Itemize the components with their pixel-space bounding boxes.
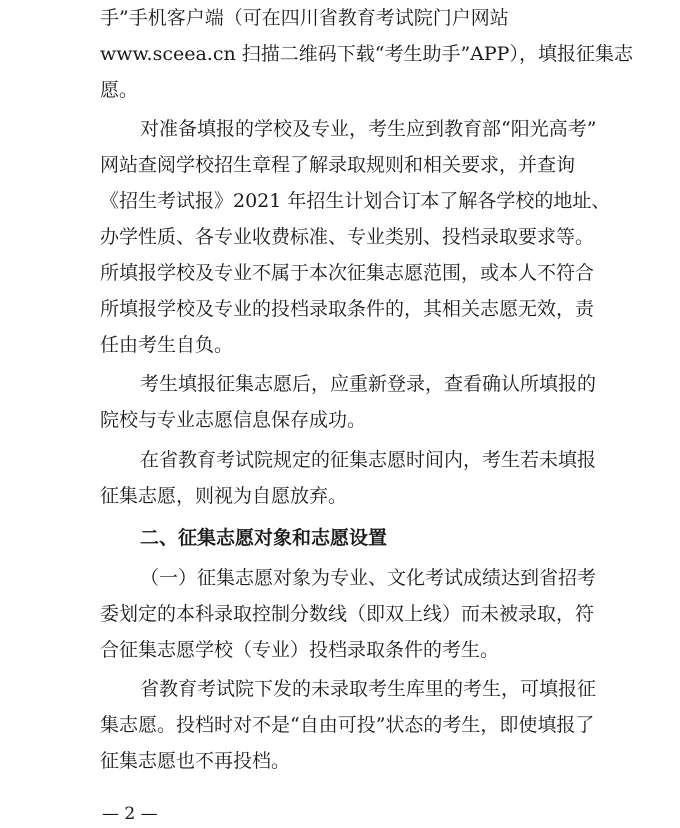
text-line: 任由考生自负。 [100,334,234,356]
text-line: 所填报学校及专业不属于本次征集志愿范围，或本人不符合 [100,262,595,284]
text-line: www.sceea.cn 扫描二维码下载“考生助手”APP），填报征集志 [100,43,633,65]
text-line: 《招生考试报》2021 年招生计划合订本了解各学校的地址、 [100,190,611,212]
text-line: 合征集志愿学校（专业）投档录取条件的考生。 [100,639,500,661]
text-line: 所填报学校及专业的投档录取条件的，其相关志愿无效，责 [100,298,595,320]
paragraph-first-line: 省教育考试院下发的未录取考生库里的考生，可填报征 [140,678,597,700]
paragraph-first-line: （一）征集志愿对象为专业、文化考试成绩达到省招考 [140,567,597,589]
paragraph-first-line: 考生填报征集志愿后，应重新登录，查看确认所填报的 [140,373,597,395]
paragraph-first-line: 对准备填报的学校及专业，考生应到教育部“阳光高考” [140,118,597,140]
text-line: 委划定的本科录取控制分数线（即双上线）而未被录取，符 [100,603,595,625]
text-line: 手”手机客户端（可在四川省教育考试院门户网站 [100,7,509,29]
text-line: 集志愿。投档时对不是“自由可投”状态的考生，即使填报了 [100,714,595,736]
text-line: 愿。 [100,79,139,101]
text-line: 网站查阅学校招生章程了解录取规则和相关要求，并查询 [100,154,576,176]
paragraph-first-line: 在省教育考试院规定的征集志愿时间内，考生若未填报 [140,449,597,471]
section-heading: 二、征集志愿对象和志愿设置 [140,527,388,549]
page-number: — 2 — [102,804,158,824]
text-line: 办学性质、各专业收费标准、专业类别、投档录取要求等。 [100,226,595,248]
text-line: 征集志愿，则视为自愿放弃。 [100,485,348,507]
text-line: 院校与专业志愿信息保存成功。 [100,409,367,431]
text-line: 征集志愿也不再投档。 [100,750,291,772]
